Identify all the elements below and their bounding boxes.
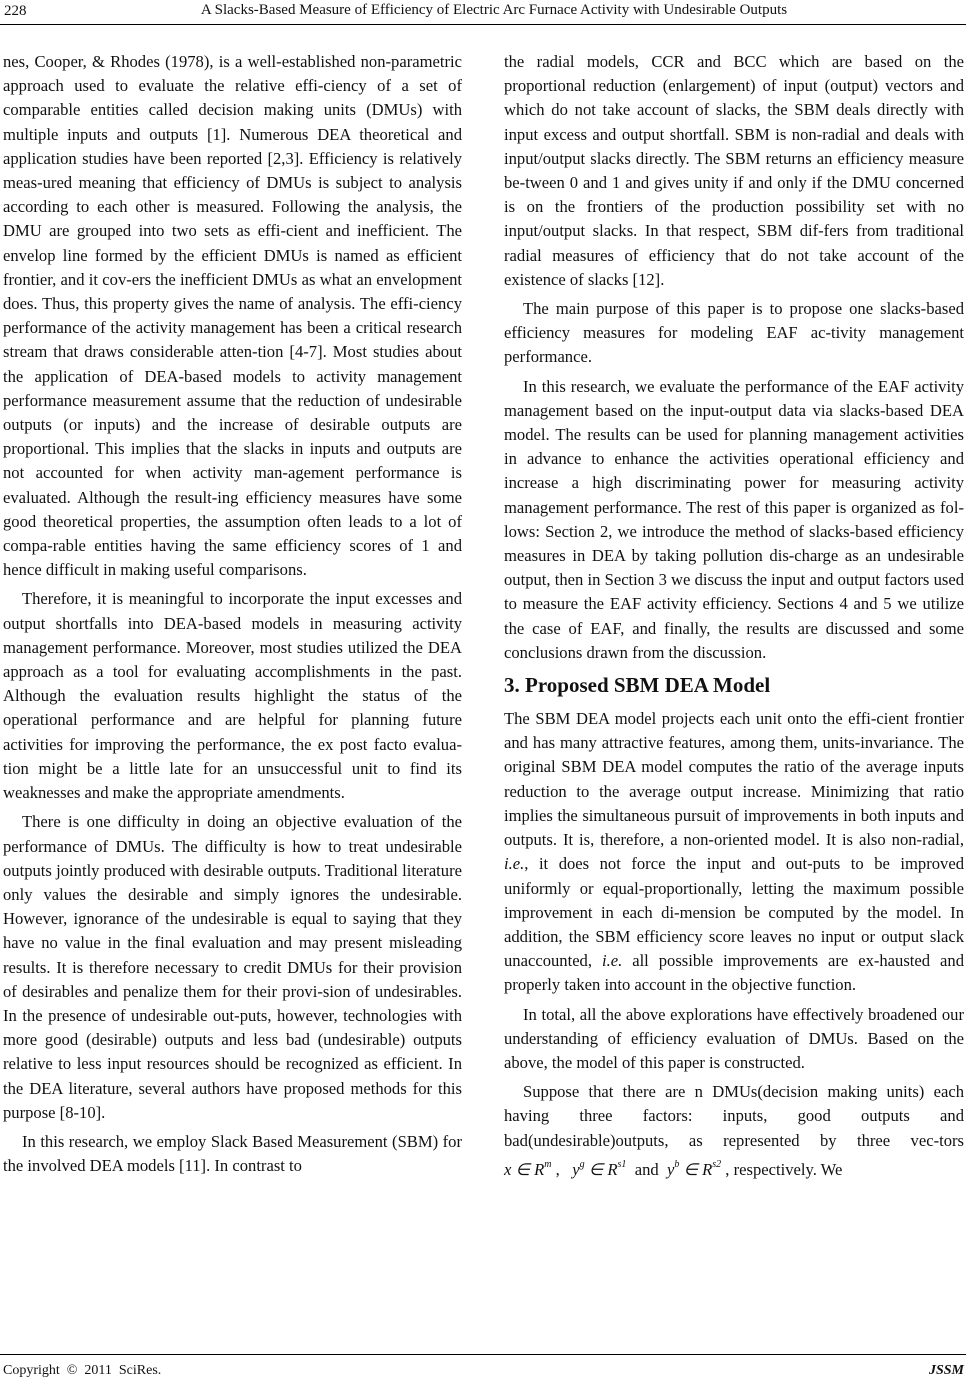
journal-abbreviation: JSSM	[928, 1363, 964, 1378]
text-run: all possible improvements are ex-hausted and properly taken into account in the objective function.	[504, 951, 964, 995]
text-run: ,	[551, 1159, 573, 1179]
paragraph	[504, 707, 964, 997]
text-run: The SBM DEA model projects each unit onto the effi-cient frontier and has many attractive features, among them, units-invariance. The original SBM DEA model computes the ratio of the average inputs reduction to the average output increase. Minimizing that ratio implies the simultaneous pursuit of improvements in both inputs and outputs. It is, therefore, a non-oriented model. It is also non-radial,	[504, 709, 964, 850]
text-run: , it does not force the input and out-puts to be improved uniformly or equal-proportionally, letting the maximum possible improvement in each di-mension be computed by the model. In addition, the SBM efficiency score leaves no input or output slack unaccounted,	[504, 854, 964, 971]
left-column	[3, 50, 462, 1183]
math-x-in-rm	[504, 1160, 552, 1179]
paragraph: In this research, we evaluate the performance of the EAF activity management based on the input-output data via slacks-based DEA model. The results can be used for planning management activities in advance to enhance the activities operational efficiency and increase a high discriminating power for measuring activity management performance. The rest of this paper is organized as fol-lows: Section 2, we introduce the method of slacks-based efficiency measures in DEA by taking pollution dis-charge as an undesirable output, then in Section 3 we discuss the input and output factors used to measure the EAF activity efficiency. Sections 4 and 5 we utilize the case of EAF, and finally, the results are discussed and some conclusions drawn from the discussion.	[504, 376, 964, 662]
math-sup: s2	[712, 1158, 722, 1170]
right-column	[504, 50, 964, 1187]
math-sup: m	[544, 1158, 552, 1170]
math-sup: b	[674, 1158, 680, 1170]
header-rule	[0, 24, 966, 25]
math-text: y	[666, 1159, 675, 1179]
copyright-notice: Copyright © 2011 SciRes.	[3, 1363, 162, 1378]
math-sup: g	[579, 1158, 585, 1170]
math-yg-in-rs1	[572, 1160, 626, 1179]
math-sup: s1	[617, 1158, 627, 1170]
emphasis-ie: i.e.	[601, 951, 623, 971]
paragraph	[504, 1080, 964, 1182]
paragraph: The main purpose of this paper is to propose one slacks-based efficiency measures for modeling EAF ac-tivity management performance.	[504, 299, 964, 367]
emphasis-ie: i.e.	[504, 854, 525, 874]
section-heading: 3. Proposed SBM DEA Model	[504, 673, 771, 698]
paragraph: There is one difficulty in doing an objective evaluation of the performance of DMUs. The difficulty is how to treat undesirable outputs jointly produced with desirable outputs. Traditional literature only values the desirable and simply ignores the undesirable. However, ignorance of the undesirable is equal to saying that they have no value in the final evaluation and may present misleading results. It is therefore necessary to credit DMUs for their provision of desirables and penalize them for their provi-sion of undesirables. In the presence of undesirable out-puts, however, technologies with more good (desirable) outputs and less bad (undesirable) outputs relative to less input resources should be recognized as efficient. In the DEA literature, several authors have proposed methods for this purpose [8-10].	[3, 812, 462, 1122]
math-text: y	[572, 1159, 580, 1179]
text-run: and	[626, 1159, 667, 1179]
paragraph: the radial models, CCR and BCC which are based on the proportional reduction (enlargement) of input (output) vectors and which do not take account of slacks, the SBM deals directly with input excess and output shortfall. SBM is non-radial and deals with input/output slacks directly. The SBM returns an efficiency measure be-tween 0 and 1 and gives unity if and only if the DMU concerned is on the frontiers of the production possibility set with no input/output slacks. In that respect, SBM dif-fers from traditional radial measures of efficiency that do not take account of the existence of slacks [12].	[504, 52, 964, 289]
page-number: 228	[4, 3, 27, 19]
math-text: x ∈ R	[504, 1159, 545, 1179]
math-text: ∈ R	[584, 1159, 618, 1179]
math-yb-in-rs2	[667, 1160, 721, 1179]
paragraph: In total, all the above explorations have effectively broadened our understanding of efficiency evaluation of DMUs. Based on the above, the model of this paper is constructed.	[504, 1004, 964, 1072]
footer-rule	[0, 1354, 966, 1355]
text-run: Suppose that there are n DMUs(decision making units) each having three factors: inputs, good outputs and bad(undesirable)outputs, as represented by three vec-tors	[504, 1082, 964, 1150]
paragraph: Therefore, it is meaningful to incorporate the input excesses and output shortfalls into DEA-based models in measuring activity management performance. Moreover, most studies utilized the DEA approach as a tool for evaluating accomplishments in the past. Although the evaluation results highlight the status of the operational performance and are helpful for planning future activities for improving the performance, the ex post facto evalua-tion might be a little late for an unsuccessful unit to find its weaknesses and make the appropriate amendments.	[3, 589, 462, 803]
text-run: , respectively. We	[721, 1159, 843, 1179]
page-header	[0, 0, 968, 22]
running-title: A Slacks-Based Measure of Efficiency of Electric Arc Furnace Activity with Undesirable Outputs	[200, 2, 788, 18]
math-text: ∈ R	[679, 1159, 713, 1179]
paragraph: nes, Cooper, & Rhodes (1978), is a well-established non-parametric approach used to evaluate the relative effi-ciency of a set of comparable entities called decision making units (DMUs) with multiple inputs and outputs [1]. Numerous DEA theoretical and application studies have been reported [2,3]. Efficiency is relatively meas-ured meaning that efficiency of DMUs is subject to analysis according to each other is measured. Following the analysis, the DMU are grouped into two sets as effi-cient and inefficient. The envelop line formed by the efficient DMUs is named as efficient frontier, and it cov-ers the inefficient DMUs as what an envelopment does. Thus, this property gives the name of analysis. The effi-ciency performance of the activity management has been a critical research stream that draws considerable atten-tion [4-7]. Most studies about the application of DEA-based models to activity management performance measurement assume that the reduction of undesirable outputs (or inputs) and the increase of desirable outputs are proportional. This implies that the slacks in inputs and outputs are not accounted for when activity man-agement performance is evaluated. Although the result-ing efficiency measures have some good theoretical properties, the assumption often leads to a lot of compa-rable entities having the same efficiency scores of 1 and hence difficult in making useful comparisons.	[3, 52, 462, 580]
paragraph: In this research, we employ Slack Based Measurement (SBM) for the involved DEA models [11]. In contrast to	[3, 1131, 462, 1176]
